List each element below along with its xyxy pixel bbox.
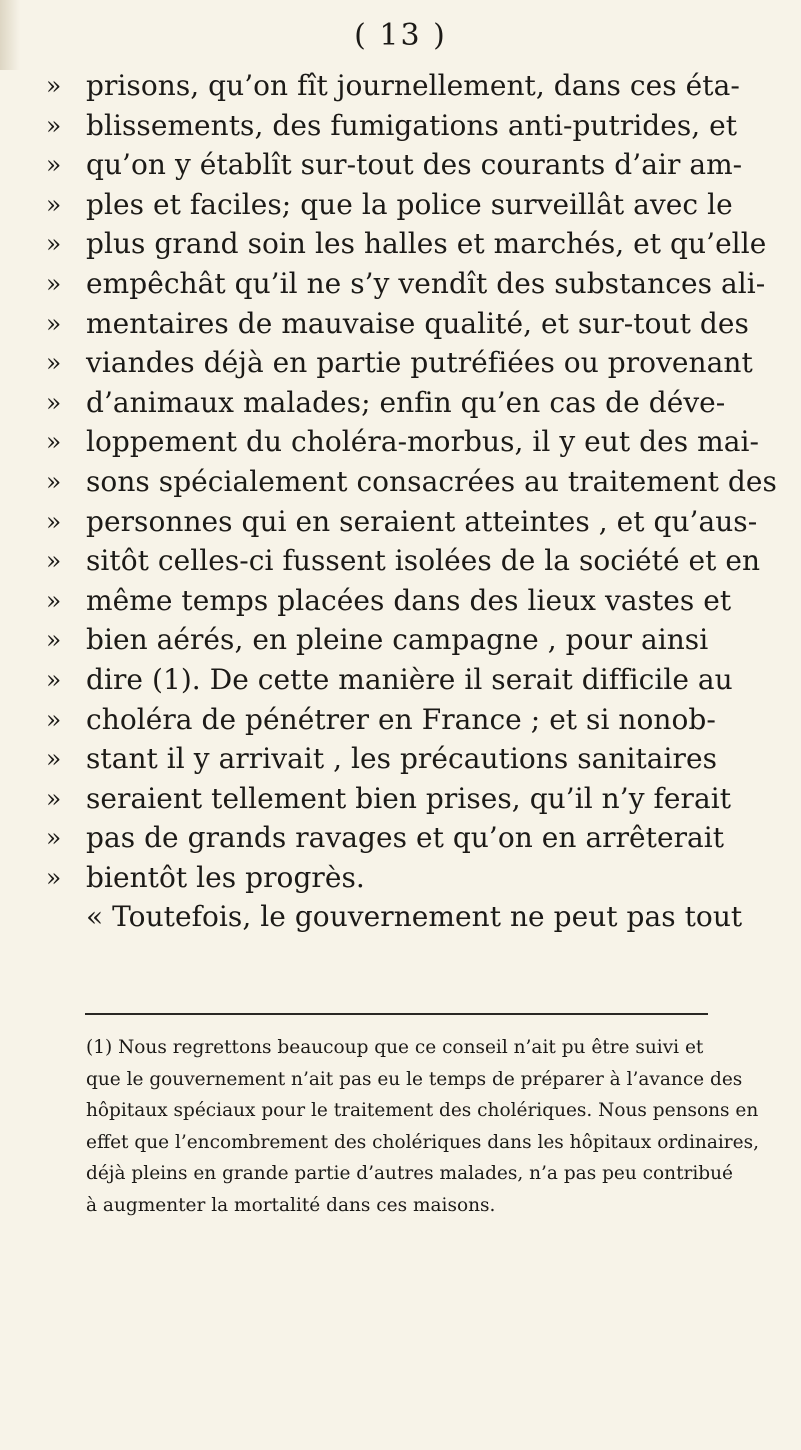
quote-mark: » — [46, 189, 62, 219]
line-text: personnes qui en seraient atteintes , et qu’aus- — [86, 504, 758, 538]
quote-mark: » — [46, 625, 62, 655]
text-line — [0, 422, 801, 462]
line-text: stant il y arrivait , les précautions sanitaires — [86, 742, 717, 776]
quote-mark: » — [46, 466, 62, 496]
text-line — [0, 185, 801, 225]
quote-mark: » — [46, 664, 62, 694]
line-text: choléra de pénétrer en France ; et si nonob- — [86, 702, 716, 736]
text-line — [0, 660, 801, 700]
text-line — [0, 304, 801, 344]
line-text: sitôt celles-ci fussent isolées de la société et en — [86, 544, 761, 578]
text-line — [0, 818, 801, 858]
line-text: empêchât qu’il ne s’y vendît des substances ali- — [86, 266, 766, 300]
text-line — [0, 343, 801, 383]
quote-mark: » — [46, 229, 62, 259]
footnote-text: que le gouvernement n’ait pas eu le temps de préparer à l’avance des — [86, 1068, 743, 1090]
text-line — [0, 264, 801, 304]
quote-mark: » — [46, 744, 62, 774]
quote-mark: » — [46, 704, 62, 734]
line-text: prisons, qu’on fît journellement, dans ces éta- — [86, 69, 740, 102]
footnote-divider — [85, 1013, 708, 1015]
line-text: viandes déjà en partie putréfiées ou provenant — [86, 346, 753, 380]
footnote-text: effet que l’encombrement des cholériques dans les hôpitaux ordinaires, — [86, 1131, 759, 1153]
quote-mark: » — [46, 823, 62, 853]
line-text: dire (1). De cette manière il serait difficile au — [86, 662, 733, 696]
quote-mark: » — [46, 506, 62, 536]
footnote-line — [0, 1190, 801, 1222]
text-line — [0, 739, 801, 779]
line-text: même temps placées dans des lieux vastes et — [86, 583, 732, 617]
line-text: sons spécialement consacrées au traitement des — [86, 464, 777, 498]
text-line — [0, 502, 801, 542]
line-text: seraient tellement bien prises, qu’il n’y ferait — [86, 781, 732, 815]
text-line — [0, 779, 801, 819]
line-text: loppement du choléra-morbus, il y eut des mai- — [86, 425, 759, 459]
footnote-text: à augmenter la mortalité dans ces maisons. — [86, 1194, 496, 1216]
text-line — [0, 620, 801, 660]
quote-mark: » — [46, 268, 62, 298]
line-text: ples et faciles; que la police surveillât avec le — [86, 187, 733, 221]
text-line — [0, 858, 801, 898]
text-line — [0, 145, 801, 185]
footnote-text: déjà pleins en grande partie d’autres malades, n’a pas peu contribué — [86, 1163, 733, 1185]
footnote-line — [0, 1095, 801, 1127]
text-line — [0, 224, 801, 264]
page-number: ( 13 ) — [354, 18, 447, 53]
footnote-line — [0, 1064, 801, 1096]
quote-mark: » — [46, 862, 62, 892]
footnote — [0, 1032, 801, 1222]
quote-mark: » — [46, 71, 62, 100]
quote-mark: » — [46, 783, 62, 813]
line-text: pas de grands ravages et qu’on en arrêterait — [86, 821, 725, 855]
line-text: plus grand soin les halles et marchés, et qu’elle — [86, 227, 767, 261]
text-line — [0, 541, 801, 581]
main-text — [0, 66, 801, 937]
text-line — [0, 581, 801, 621]
footnote-line — [0, 1127, 801, 1159]
quote-mark: » — [46, 308, 62, 338]
line-text: d’animaux malades; enfin qu’en cas de déve- — [86, 385, 726, 419]
quote-mark: » — [46, 546, 62, 576]
line-text: mentaires de mauvaise qualité, et sur-tout des — [86, 306, 749, 340]
quote-mark: » — [46, 150, 62, 180]
quote-mark: » — [46, 348, 62, 378]
quote-mark: » — [46, 110, 62, 140]
footnote-text: (1) Nous regrettons beaucoup que ce conseil n’ait pu être suivi et — [86, 1037, 704, 1058]
quote-mark: » — [46, 585, 62, 615]
footnote-line — [0, 1158, 801, 1190]
quote-mark: » — [46, 387, 62, 417]
footnote-line — [0, 1032, 801, 1064]
text-line — [0, 700, 801, 740]
line-text: bientôt les progrès. — [86, 860, 365, 894]
text-line — [0, 383, 801, 423]
line-text: « Toutefois, le gouvernement ne peut pas tout — [86, 900, 743, 934]
footnote-text: hôpitaux spéciaux pour le traitement des cholériques. Nous pensons en — [86, 1100, 759, 1122]
text-line — [0, 66, 801, 106]
text-line — [0, 462, 801, 502]
text-line — [0, 106, 801, 146]
line-text: qu’on y établît sur-tout des courants d’air am- — [86, 148, 743, 182]
text-line — [0, 897, 801, 937]
line-text: bien aérés, en pleine campagne , pour ainsi — [86, 623, 709, 657]
quote-mark: » — [46, 427, 62, 457]
line-text: blissements, des fumigations anti-putrides, et — [86, 108, 738, 142]
